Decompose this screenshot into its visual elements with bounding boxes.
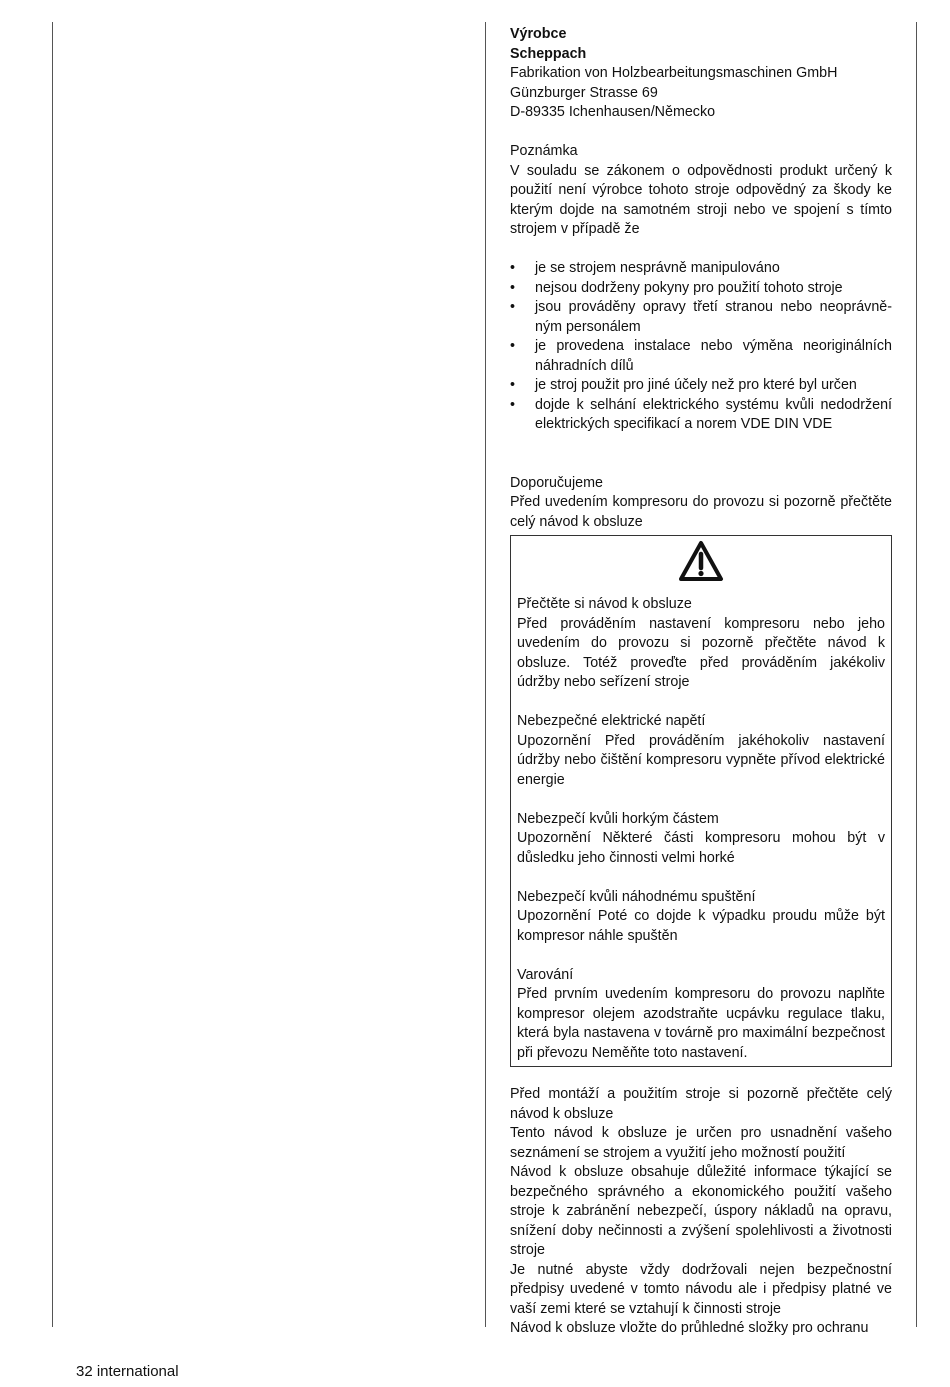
closing-paragraph: Tento návod k obsluze je určen pro usnadnění vašeho seznámení se strojem a využití jeho možností použití: [510, 1125, 892, 1161]
list-item: • nejsou dodrženy pokyny pro použití tohoto stroje: [510, 279, 843, 296]
left-column-rule: [52, 22, 53, 1327]
warning-title: Nebezpečí kvůli náhodnému spuštění: [517, 888, 756, 905]
manufacturer-heading: Výrobce: [510, 26, 567, 42]
recommend-block: [510, 474, 892, 533]
closing-paragraph: Před montáží a použitím stroje si pozorně přečtěte celý návod k obsluze: [510, 1086, 892, 1122]
closing-block: [510, 1085, 892, 1339]
liability-list: [510, 259, 892, 435]
list-item: • je stroj použit pro jiné účely než pro které byl určen: [510, 377, 857, 393]
warning-text: Upozornění Některé části kompresoru mohou být v důsledku jeho činnosti velmi horké: [517, 830, 885, 866]
manufacturer-line: Fabrikation von Holzbearbeitungsmaschinen GmbH: [510, 65, 838, 81]
list-item: • je se strojem nesprávně manipulováno: [510, 260, 780, 276]
list-item: • jsou prováděny opravy třetí stranou nebo neoprávněným personálem: [510, 299, 892, 335]
warning-text: Upozornění Poté co dojde k výpadku proudu může být kompresor náhle spuštěn: [517, 908, 885, 944]
warning-title: Nebezpečí kvůli horkým částem: [517, 810, 719, 827]
text-column: [510, 25, 892, 1339]
warning-text: Před prvním uvedením kompresoru do provozu naplňte kompresor olejem azodstraňte ucpávku regulace tlaku, která byla nastavena v továrně pro maximální bezpečnost při převozu Neměňte toto nastavení.: [517, 986, 885, 1061]
recommend-text: Před uvedením kompresoru do provozu si pozorně přečtěte celý návod k obsluze: [510, 494, 892, 530]
note-text: V souladu se zákonem o odpovědnosti produkt určený k použití není výrobce tohoto stroje odpovědný za škody ke kterým dojde na samotném stroji nebo ve spojení s tímto strojem v případě že: [510, 162, 892, 237]
right-column-rule: [916, 22, 917, 1327]
manufacturer-block: [510, 25, 892, 123]
recommend-heading: Doporučujeme: [510, 474, 603, 491]
closing-paragraph: Návod k obsluze obsahuje důležité informace týkající se bezpečného správného a ekonomického použití vašeho stroje k zabránění nebezpečí, úspory nákladů na opravu, snížení doby nečinnosti a zvýšení spolehlivosti a životnosti stroje: [510, 1164, 892, 1258]
warning-triangle-icon: [678, 540, 724, 582]
warning-title: Přečtěte si návod k obsluze: [517, 596, 692, 612]
middle-column-rule: [485, 22, 486, 1327]
manufacturer-company: Scheppach: [510, 45, 587, 62]
warning-text: Upozornění Před prováděním jakéhokoliv nastavení údržby nebo čištění kompresoru vypněte přívod elektrické energie: [517, 732, 885, 788]
list-item: • je provedena instalace nebo výměna neoriginálních náhradních dílů: [510, 338, 892, 374]
closing-paragraph: Je nutné abyste vždy dodržovali nejen bezpečnostní předpisy uvedené v tomto návodu ale i předpisy platné ve vaší zemi které se vztahují k činnosti stroje: [510, 1261, 892, 1317]
warning-title: Nebezpečné elektrické napětí: [517, 713, 706, 729]
note-block: [510, 142, 892, 435]
warning-text: Před prováděním nastavení kompresoru nebo jeho uvedením do provozu si pozorně přečtěte návod k obsluze. Totéž proveďte před prováděním jakékoliv údržby nebo seřízení stroje: [517, 615, 885, 690]
warning-box: [510, 535, 892, 1067]
manufacturer-line: Günzburger Strasse 69: [510, 84, 658, 101]
list-item: • dojde k selhání elektrického systému kvůli nedodržení elektrických specifikací a norem VDE DIN VDE: [510, 396, 892, 432]
warning-title: Varování: [517, 966, 574, 983]
note-heading: Poznámka: [510, 143, 578, 159]
closing-paragraph: Návod k obsluze vložte do průhledné složky pro ochranu: [510, 1320, 869, 1336]
page-footer: 32 international: [76, 1363, 179, 1380]
manufacturer-line: D-89335 Ichenhausen/Německo: [510, 104, 716, 120]
